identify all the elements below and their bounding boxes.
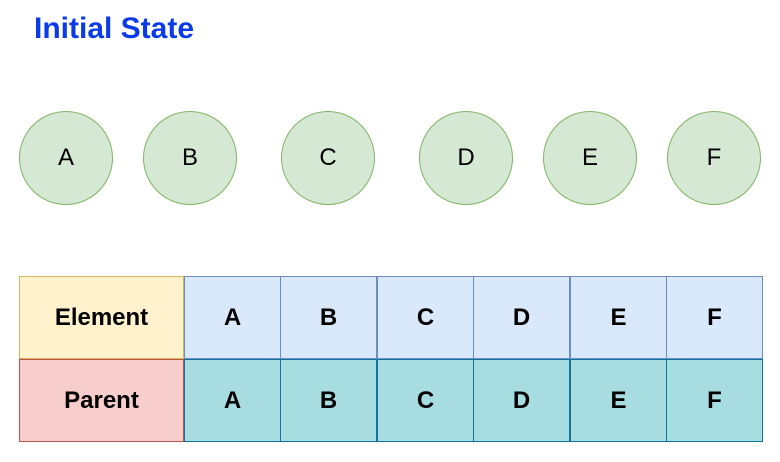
element-cell-c: C (377, 276, 474, 359)
element-cell-b: B (280, 276, 377, 359)
element-row-header: Element (19, 276, 184, 359)
diagram-title: Initial State (34, 12, 195, 45)
node-e: E (543, 111, 637, 205)
element-cell-d: D (473, 276, 570, 359)
parent-cell-d: D (473, 359, 570, 442)
parent-row-header: Parent (19, 359, 184, 442)
element-cell-f: F (666, 276, 763, 359)
element-cell-e: E (570, 276, 667, 359)
node-d: D (419, 111, 513, 205)
parent-cell-a: A (184, 359, 281, 442)
node-b: B (143, 111, 237, 205)
parent-cell-c: C (377, 359, 474, 442)
parent-cell-f: F (666, 359, 763, 442)
element-cell-a: A (184, 276, 281, 359)
parent-cell-e: E (570, 359, 667, 442)
node-a: A (19, 111, 113, 205)
node-c: C (281, 111, 375, 205)
node-f: F (667, 111, 761, 205)
parent-cell-b: B (280, 359, 377, 442)
